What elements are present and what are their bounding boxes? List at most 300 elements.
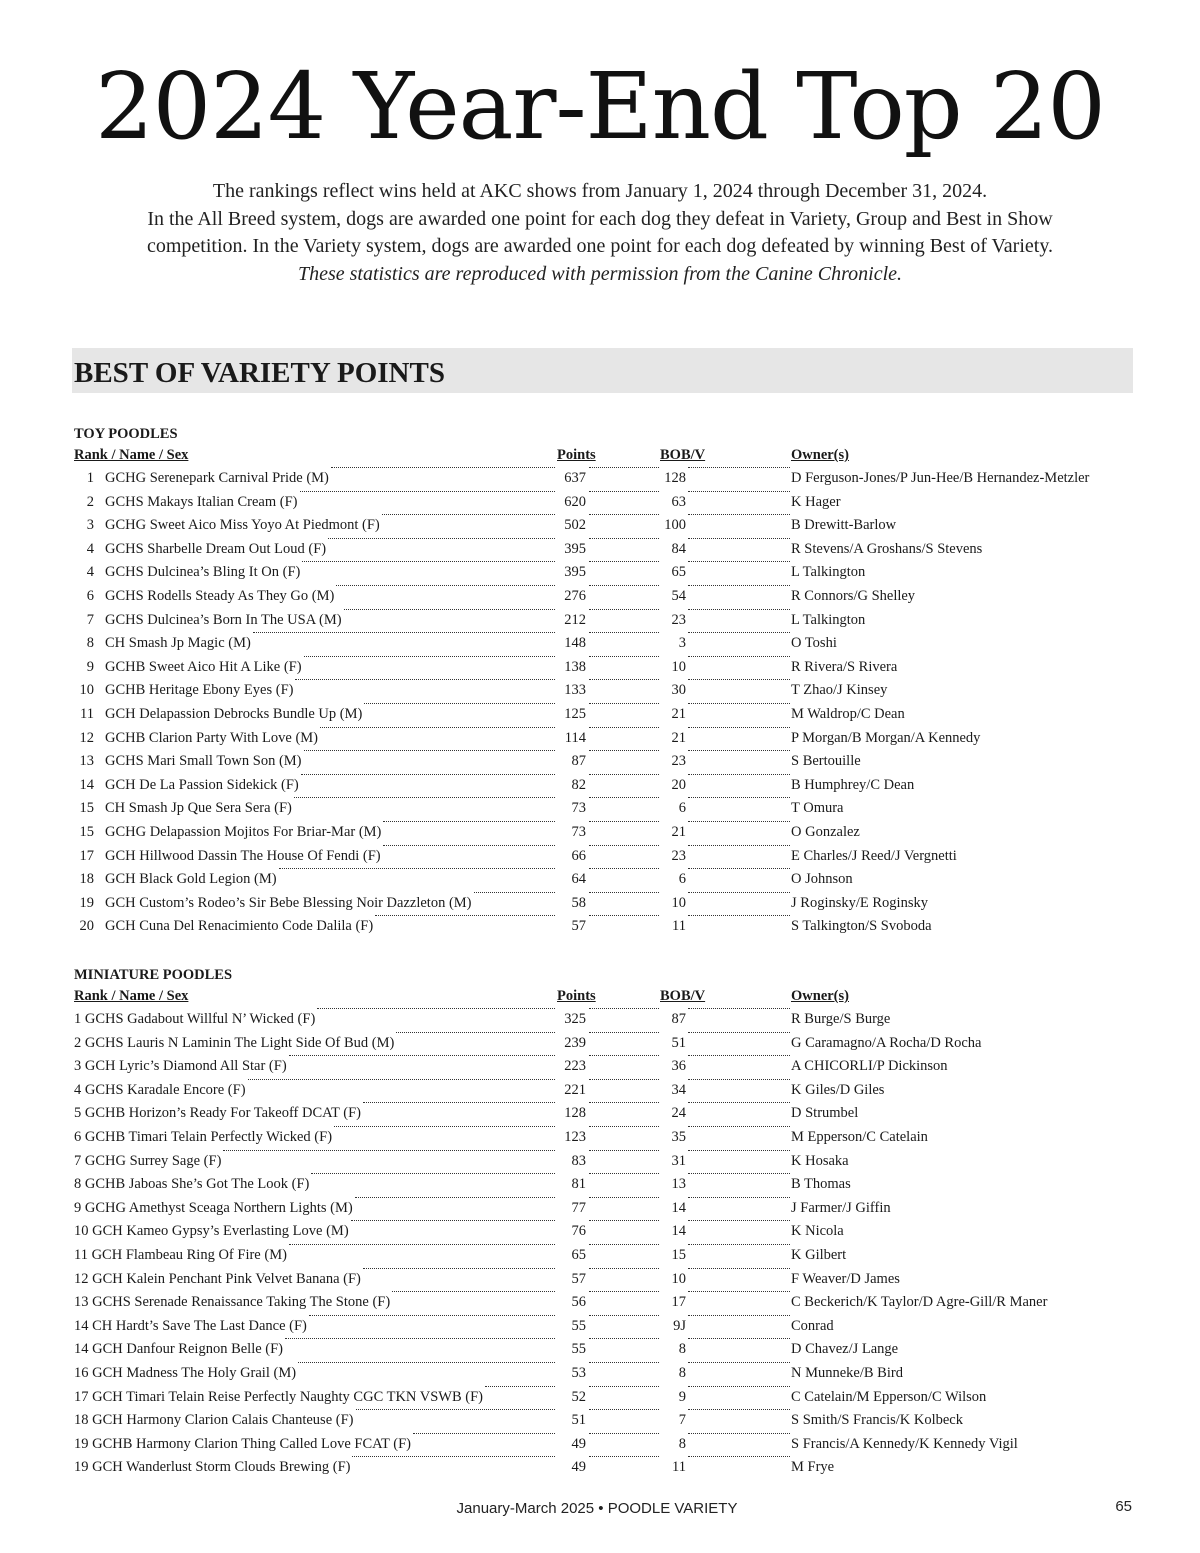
bob-cell: 21 <box>671 823 686 840</box>
name-cell: GCH Hillwood Dassin The House Of Fendi (F) <box>105 847 381 864</box>
rank-cell: 3 <box>86 517 94 534</box>
column-header-rank-name-sex: Rank / Name / Sex <box>74 447 189 463</box>
leader-dots <box>688 1150 790 1151</box>
leader-dots <box>688 1268 790 1269</box>
leader-dots <box>688 1386 790 1387</box>
name-cell: 14 CH Hardt’s Save The Last Dance (F) <box>74 1317 307 1334</box>
leader-dots <box>363 1268 555 1269</box>
owner-cell: R Stevens/A Groshans/S Stevens <box>791 540 983 557</box>
bob-cell: 3 <box>678 635 686 652</box>
leader-dots <box>589 1197 659 1198</box>
name-cell: 8 GCHB Jaboas She’s Got The Look (F) <box>74 1176 310 1193</box>
table-row <box>74 868 1134 892</box>
leader-dots <box>688 797 790 798</box>
name-cell: GCH Delapassion Debrocks Bundle Up (M) <box>105 705 363 722</box>
leader-dots <box>688 1338 790 1339</box>
bob-cell: 87 <box>671 1011 686 1027</box>
owner-cell: D Ferguson-Jones/P Jun-Hee/B Hernandez-Metzler <box>791 470 1090 486</box>
owner-cell: G Caramagno/A Rocha/D Rocha <box>791 1034 982 1051</box>
name-cell: 9 GCHG Amethyst Sceaga Northern Lights (M) <box>74 1199 353 1216</box>
leader-dots <box>589 1409 659 1410</box>
leader-dots <box>688 1126 790 1127</box>
points-cell: 81 <box>571 1176 586 1193</box>
leader-dots <box>363 1102 555 1103</box>
bob-cell: 84 <box>671 540 686 557</box>
bob-cell: 11 <box>672 918 686 935</box>
owner-cell: S Smith/S Francis/K Kolbeck <box>791 1412 963 1429</box>
points-cell: 620 <box>564 493 586 510</box>
leader-dots <box>392 1291 555 1292</box>
table-row <box>74 514 1134 538</box>
table-row <box>74 892 1134 916</box>
rank-cell: 8 <box>86 635 94 652</box>
table-header <box>74 444 1134 467</box>
table-row <box>74 585 1134 609</box>
leader-dots <box>589 703 659 704</box>
table-row <box>74 1433 1134 1457</box>
leader-dots <box>688 892 790 893</box>
table-row <box>74 774 1134 798</box>
leader-dots <box>383 845 555 846</box>
bob-cell: 20 <box>671 776 686 793</box>
rank-cell: 17 <box>79 847 94 864</box>
leader-dots <box>589 538 659 539</box>
column-header-bob: BOB/V <box>660 988 706 1004</box>
bob-cell: 9 <box>678 1388 686 1405</box>
name-cell: GCHS Rodells Steady As They Go (M) <box>105 587 335 604</box>
leader-dots <box>688 1315 790 1316</box>
leader-dots <box>485 1386 555 1387</box>
table-row <box>74 1150 1134 1174</box>
points-cell: 76 <box>571 1223 586 1240</box>
table-row <box>74 1291 1134 1315</box>
bob-cell: 8 <box>678 1364 686 1381</box>
name-cell: 4 GCHS Karadale Encore (F) <box>74 1081 246 1098</box>
name-cell: 2 GCHS Lauris N Laminin The Light Side Of Bud (M) <box>74 1034 395 1051</box>
leader-dots <box>304 656 555 657</box>
owner-cell: A CHICORLI/P Dickinson <box>791 1058 948 1075</box>
name-cell: 19 GCHB Harmony Clarion Thing Called Love FCAT (F) <box>74 1435 411 1452</box>
table-row <box>74 727 1134 751</box>
points-cell: 325 <box>564 1011 586 1027</box>
leader-dots <box>285 1338 555 1339</box>
leader-dots <box>589 1032 659 1033</box>
points-cell: 57 <box>571 918 586 935</box>
rank-cell: 20 <box>79 918 94 935</box>
leader-dots <box>589 845 659 846</box>
leader-dots <box>688 1102 790 1103</box>
leader-dots <box>688 727 790 728</box>
leader-dots <box>317 1008 555 1009</box>
leader-dots <box>589 1362 659 1363</box>
intro-line: competition. In the Variety system, dogs are awarded one point for each dog defeated by winning Best of Variety. <box>146 235 1054 257</box>
leader-dots <box>688 845 790 846</box>
leader-dots <box>396 1032 555 1033</box>
name-cell: GCHG Delapassion Mojitos For Briar-Mar (M) <box>105 823 382 840</box>
points-cell: 56 <box>571 1294 586 1311</box>
rank-cell: 14 <box>79 776 94 793</box>
bob-cell: 7 <box>678 1412 686 1429</box>
points-cell: 223 <box>564 1058 586 1075</box>
table-subheading: TOY POODLES <box>74 426 178 442</box>
leader-dots <box>334 1126 555 1127</box>
leader-dots <box>302 561 555 562</box>
owner-cell: S Bertouille <box>791 753 861 770</box>
miniature-poodles-table <box>74 965 1134 1480</box>
name-cell: CH Smash Jp Que Sera Sera (F) <box>105 800 292 817</box>
bob-cell: 23 <box>671 753 686 770</box>
name-cell: 7 GCHG Surrey Sage (F) <box>74 1152 222 1169</box>
table-row <box>74 845 1134 869</box>
leader-dots <box>688 467 790 468</box>
name-cell: GCH Custom’s Rodeo’s Sir Bebe Blessing Noir Dazzleton (M) <box>105 894 472 911</box>
table-row <box>74 1220 1134 1244</box>
name-cell: 10 GCH Kameo Gypsy’s Everlasting Love (M) <box>74 1223 349 1240</box>
leader-dots <box>589 892 659 893</box>
leader-dots <box>688 1456 790 1457</box>
leader-dots <box>382 514 555 515</box>
leader-dots <box>413 1433 555 1434</box>
name-cell: GCHS Dulcinea’s Bling It On (F) <box>105 564 301 581</box>
bob-cell: 21 <box>671 729 686 746</box>
rank-cell: 2 <box>86 493 94 510</box>
points-cell: 57 <box>571 1270 586 1287</box>
footer-issue: January-March 2025 • POODLE VARIETY <box>456 1500 738 1517</box>
leader-dots <box>589 1291 659 1292</box>
leader-dots <box>364 703 555 704</box>
table-row <box>74 1079 1134 1103</box>
points-cell: 49 <box>571 1435 586 1452</box>
bob-cell: 6 <box>678 871 686 888</box>
name-cell: CH Smash Jp Magic (M) <box>105 635 251 652</box>
owner-cell: B Humphrey/C Dean <box>791 776 915 793</box>
owner-cell: L Talkington <box>791 564 866 581</box>
leader-dots <box>688 1244 790 1245</box>
leader-dots <box>309 1315 555 1316</box>
name-cell: GCHG Sweet Aico Miss Yoyo At Piedmont (F) <box>105 517 380 534</box>
bob-cell: 30 <box>671 682 686 699</box>
leader-dots <box>589 1126 659 1127</box>
points-cell: 82 <box>571 776 586 793</box>
table-row <box>74 821 1134 845</box>
points-cell: 212 <box>564 611 586 628</box>
owner-cell: R Connors/G Shelley <box>791 587 916 604</box>
points-cell: 55 <box>571 1341 586 1358</box>
table-row <box>74 1032 1134 1056</box>
points-cell: 221 <box>564 1081 586 1098</box>
table-row <box>74 1102 1134 1126</box>
bob-cell: 34 <box>671 1081 686 1098</box>
owner-cell: M Frye <box>791 1459 835 1476</box>
bob-cell: 10 <box>671 894 686 911</box>
table-row <box>74 1315 1134 1339</box>
leader-dots <box>344 609 555 610</box>
leader-dots <box>375 915 555 916</box>
owner-cell: T Omura <box>791 800 844 817</box>
owner-cell: E Charles/J Reed/J Vergnetti <box>791 847 957 864</box>
table-row <box>74 1268 1134 1292</box>
table-row <box>74 703 1134 727</box>
table-subheading: MINIATURE POODLES <box>74 967 233 983</box>
leader-dots <box>688 1055 790 1056</box>
points-cell: 133 <box>564 682 586 699</box>
leader-dots <box>589 797 659 798</box>
points-cell: 637 <box>564 470 586 486</box>
name-cell: 11 GCH Flambeau Ring Of Fire (M) <box>74 1246 287 1263</box>
leader-dots <box>289 1055 555 1056</box>
table-body <box>74 1008 1134 1480</box>
table-row <box>74 1386 1134 1410</box>
section-title: BEST OF VARIETY POINTS <box>74 357 445 389</box>
leader-dots <box>355 1197 555 1198</box>
owner-cell: B Drewitt-Barlow <box>791 517 897 534</box>
column-header-rank-name-sex: Rank / Name / Sex <box>74 988 189 1004</box>
name-cell: 5 GCHB Horizon’s Ready For Takeoff DCAT (F) <box>74 1105 361 1122</box>
owner-cell: B Thomas <box>791 1176 851 1193</box>
table-row <box>74 1362 1134 1386</box>
leader-dots <box>589 1268 659 1269</box>
leader-dots <box>688 1008 790 1009</box>
rank-cell: 4 <box>86 540 94 557</box>
table-row <box>74 632 1134 656</box>
table-row <box>74 797 1134 821</box>
points-cell: 58 <box>571 894 586 911</box>
points-cell: 64 <box>571 871 586 888</box>
leader-dots <box>688 538 790 539</box>
points-cell: 49 <box>571 1459 586 1476</box>
leader-dots <box>688 514 790 515</box>
leader-dots <box>688 1362 790 1363</box>
leader-dots <box>351 1220 555 1221</box>
points-cell: 138 <box>564 658 586 675</box>
bob-cell: 9J <box>673 1317 686 1334</box>
owner-cell: K Hager <box>791 493 841 510</box>
table-row <box>74 538 1134 562</box>
points-cell: 148 <box>564 635 586 652</box>
leader-dots <box>589 727 659 728</box>
name-cell: 3 GCH Lyric’s Diamond All Star (F) <box>74 1058 287 1075</box>
table-row <box>74 679 1134 703</box>
bob-cell: 17 <box>671 1294 686 1311</box>
rank-cell: 10 <box>79 682 94 699</box>
bob-cell: 36 <box>671 1058 686 1075</box>
bob-cell: 8 <box>678 1435 686 1452</box>
leader-dots <box>253 632 555 633</box>
bob-cell: 35 <box>671 1128 686 1145</box>
leader-dots <box>589 1220 659 1221</box>
rank-cell: 4 <box>86 564 94 581</box>
bob-cell: 54 <box>671 587 686 604</box>
rank-cell: 15 <box>79 823 94 840</box>
owner-cell: K Giles/D Giles <box>791 1081 885 1098</box>
leader-dots <box>320 727 555 728</box>
column-header-points: Points <box>557 988 596 1004</box>
section-header-bar <box>72 348 1133 393</box>
toy-poodles-table <box>74 424 1134 939</box>
points-cell: 395 <box>564 564 586 581</box>
owner-cell: O Johnson <box>791 871 853 888</box>
rank-cell: 7 <box>86 611 94 628</box>
rank-cell: 11 <box>80 705 94 722</box>
name-cell: 13 GCHS Serenade Renaissance Taking The Stone (F) <box>74 1294 391 1311</box>
leader-dots <box>294 797 555 798</box>
bob-cell: 31 <box>671 1152 686 1169</box>
name-cell: 6 GCHB Timari Telain Perfectly Wicked (F) <box>74 1128 333 1145</box>
points-cell: 125 <box>564 705 586 722</box>
intro-line: The rankings reflect wins held at AKC shows from January 1, 2024 through December 31, 2024. <box>212 180 988 202</box>
leader-dots <box>298 1362 555 1363</box>
owner-cell: R Burge/S Burge <box>791 1011 891 1027</box>
bob-cell: 6 <box>678 800 686 817</box>
owner-cell: J Farmer/J Giffin <box>791 1199 891 1216</box>
leader-dots <box>688 750 790 751</box>
points-cell: 128 <box>564 1105 586 1122</box>
owner-cell: K Gilbert <box>791 1246 847 1263</box>
name-cell: 16 GCH Madness The Holy Grail (M) <box>74 1364 297 1381</box>
leader-dots <box>688 561 790 562</box>
leader-dots <box>688 656 790 657</box>
table-header <box>74 985 1134 1008</box>
leader-dots <box>589 1008 659 1009</box>
owner-cell: K Hosaka <box>791 1152 849 1169</box>
rank-cell: 15 <box>79 800 94 817</box>
leader-dots <box>223 1150 555 1151</box>
leader-dots <box>688 609 790 610</box>
table-row <box>74 1409 1134 1433</box>
name-cell: GCH Black Gold Legion (M) <box>105 871 277 888</box>
leader-dots <box>279 868 555 869</box>
leader-dots <box>589 1244 659 1245</box>
owner-cell: O Toshi <box>791 635 837 652</box>
leader-dots <box>688 703 790 704</box>
points-cell: 51 <box>571 1412 586 1429</box>
table-row <box>74 1244 1134 1268</box>
bob-cell: 14 <box>671 1199 686 1216</box>
name-cell: 17 GCH Timari Telain Reise Perfectly Naughty CGC TKN VSWB (F) <box>74 1388 484 1405</box>
name-cell: 14 GCH Danfour Reignon Belle (F) <box>74 1341 284 1358</box>
points-cell: 395 <box>564 540 586 557</box>
owner-cell: P Morgan/B Morgan/A Kennedy <box>791 729 981 746</box>
bob-cell: 15 <box>671 1246 686 1263</box>
table-row <box>74 1338 1134 1362</box>
leader-dots <box>301 774 555 775</box>
name-cell: 12 GCH Kalein Penchant Pink Velvet Banana (F) <box>74 1270 361 1287</box>
leader-dots <box>688 585 790 586</box>
column-header-owners: Owner(s) <box>791 447 849 463</box>
bob-cell: 21 <box>671 705 686 722</box>
leader-dots <box>688 491 790 492</box>
owner-cell: M Waldrop/C Dean <box>791 705 905 722</box>
points-cell: 52 <box>571 1388 586 1405</box>
leader-dots <box>352 1456 555 1457</box>
leader-dots <box>589 821 659 822</box>
leader-dots <box>295 679 555 680</box>
table-row <box>74 1008 1134 1032</box>
leader-dots <box>688 679 790 680</box>
page-title: 2024 Year-End Top 20 <box>95 53 1105 160</box>
bob-cell: 23 <box>671 847 686 864</box>
leader-dots <box>331 467 555 468</box>
leader-dots <box>589 561 659 562</box>
page-number: 65 <box>1115 1498 1132 1515</box>
points-cell: 73 <box>571 823 586 840</box>
leader-dots <box>589 1079 659 1080</box>
leader-dots <box>688 1291 790 1292</box>
points-cell: 83 <box>571 1152 586 1169</box>
name-cell: GCH Cuna Del Renacimiento Code Dalila (F) <box>105 918 374 935</box>
points-cell: 276 <box>564 587 586 604</box>
leader-dots <box>589 774 659 775</box>
leader-dots <box>589 1433 659 1434</box>
bob-cell: 128 <box>664 470 686 486</box>
leader-dots <box>589 1173 659 1174</box>
leader-dots <box>688 1197 790 1198</box>
leader-dots <box>589 514 659 515</box>
name-cell: GCHS Dulcinea’s Born In The USA (M) <box>105 611 342 628</box>
leader-dots <box>336 585 555 586</box>
owner-cell: R Rivera/S Rivera <box>791 658 898 675</box>
leader-dots <box>474 892 555 893</box>
name-cell: 1 GCHS Gadabout Willful N’ Wicked (F) <box>74 1011 316 1027</box>
leader-dots <box>589 1456 659 1457</box>
owner-cell: O Gonzalez <box>791 823 860 840</box>
points-cell: 73 <box>571 800 586 817</box>
points-cell: 55 <box>571 1317 586 1334</box>
leader-dots <box>688 1173 790 1174</box>
leader-dots <box>300 491 555 492</box>
bob-cell: 65 <box>671 564 686 581</box>
table-row <box>74 750 1134 774</box>
table-row <box>74 656 1134 680</box>
bob-cell: 23 <box>671 611 686 628</box>
name-cell: 18 GCH Harmony Clarion Calais Chanteuse (F) <box>74 1412 354 1429</box>
table-row <box>74 1126 1134 1150</box>
points-cell: 77 <box>571 1199 586 1216</box>
leader-dots <box>589 609 659 610</box>
bob-cell: 10 <box>671 658 686 675</box>
column-header-owners: Owner(s) <box>791 988 849 1004</box>
name-cell: GCH De La Passion Sidekick (F) <box>105 776 299 793</box>
name-cell: GCHG Serenepark Carnival Pride (M) <box>105 470 329 486</box>
owner-cell: J Roginsky/E Roginsky <box>791 894 928 911</box>
leader-dots <box>688 774 790 775</box>
owner-cell: C Catelain/M Epperson/C Wilson <box>791 1388 987 1405</box>
intro-paragraph <box>60 178 1140 288</box>
table-row <box>74 609 1134 633</box>
rank-cell: 6 <box>86 587 94 604</box>
table-row <box>74 1456 1134 1480</box>
leader-dots <box>589 1386 659 1387</box>
points-cell: 114 <box>564 729 586 746</box>
name-cell: GCHB Sweet Aico Hit A Like (F) <box>105 658 302 675</box>
owner-cell: L Talkington <box>791 611 866 628</box>
leader-dots <box>589 1055 659 1056</box>
name-cell: GCHS Mari Small Town Son (M) <box>105 753 302 770</box>
owner-cell: M Epperson/C Catelain <box>791 1128 928 1145</box>
owner-cell: C Beckerich/K Taylor/D Agre-Gill/R Maner <box>791 1294 1048 1311</box>
name-cell: GCHB Clarion Party With Love (M) <box>105 729 319 746</box>
leader-dots <box>688 1220 790 1221</box>
owner-cell: K Nicola <box>791 1223 844 1240</box>
rank-cell: 1 <box>86 470 94 486</box>
leader-dots <box>688 821 790 822</box>
table-row <box>74 1197 1134 1221</box>
leader-dots <box>328 538 555 539</box>
leader-dots <box>688 1433 790 1434</box>
owner-cell: S Francis/A Kennedy/K Kennedy Vigil <box>791 1435 1018 1452</box>
bob-cell: 11 <box>672 1459 686 1476</box>
name-cell: GCHS Makays Italian Cream (F) <box>105 493 298 510</box>
